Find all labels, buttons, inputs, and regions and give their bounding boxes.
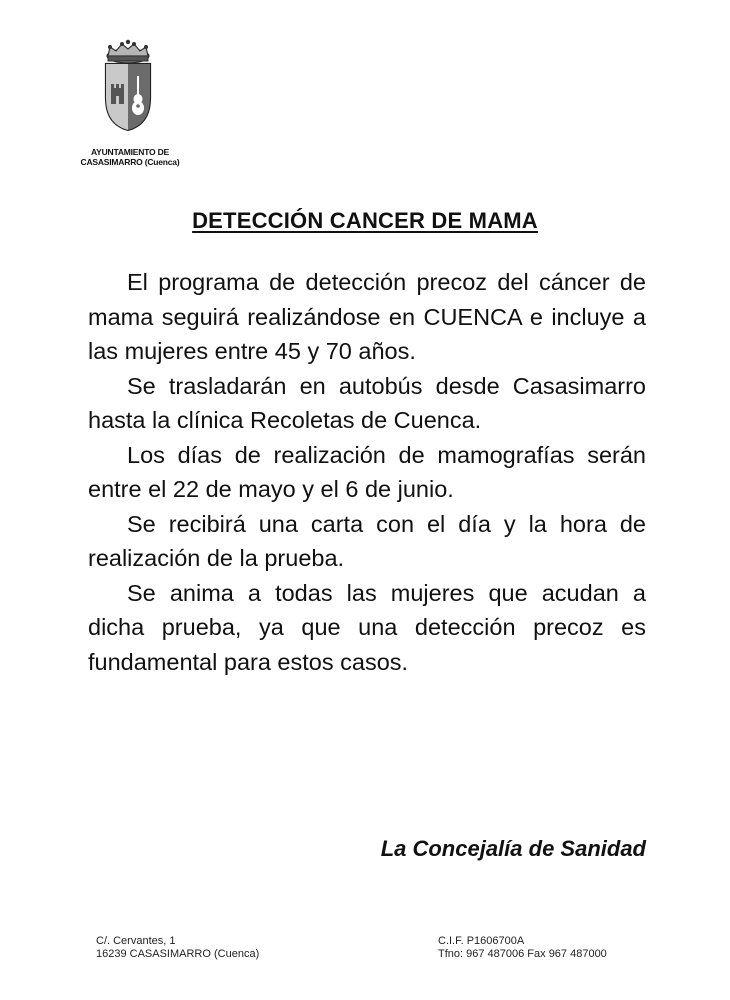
footer-address-line-1: C/. Cervantes, 1 bbox=[96, 935, 176, 947]
organization-line-1: AYUNTAMIENTO DE bbox=[90, 147, 170, 157]
footer-phone-fax: Tfno: 967 487006 Fax 967 487000 bbox=[438, 948, 607, 960]
footer-contact bbox=[438, 935, 607, 961]
paragraph-encouragement: Se anima a todas las mujeres que acudan a dicha prueba, ya que una detección precoz es fundamental para estos casos. bbox=[88, 579, 646, 675]
footer-address-line-2: 16239 CASASIMARRO (Cuenca) bbox=[96, 948, 260, 960]
organization-name bbox=[60, 147, 200, 167]
paragraph-dates: Los días de realización de mamografías serán entre el 22 de mayo y el 6 de junio. bbox=[88, 441, 646, 502]
paragraph-transport: Se trasladarán en autobús desde Casasimarro hasta la clínica Recoletas de Cuenca. bbox=[88, 372, 646, 433]
signature: La Concejalía de Sanidad bbox=[380, 836, 646, 861]
document-title: DETECCIÓN CANCER DE MAMA bbox=[192, 208, 538, 233]
paragraph-program: El programa de detección precoz del cáncer de mama seguirá realizándose en CUENCA e incluye a las mujeres entre 45 y 70 años. bbox=[88, 269, 646, 364]
paragraph-letter: Se recibirá una carta con el día y la hora de realización de la prueba. bbox=[88, 510, 646, 571]
footer-cif: C.I.F. P1606700A bbox=[438, 935, 525, 947]
footer-address bbox=[96, 935, 259, 961]
coat-of-arms-icon bbox=[100, 38, 156, 134]
organization-line-2: CASASIMARRO (Cuenca) bbox=[80, 157, 180, 167]
document-body bbox=[88, 265, 646, 679]
